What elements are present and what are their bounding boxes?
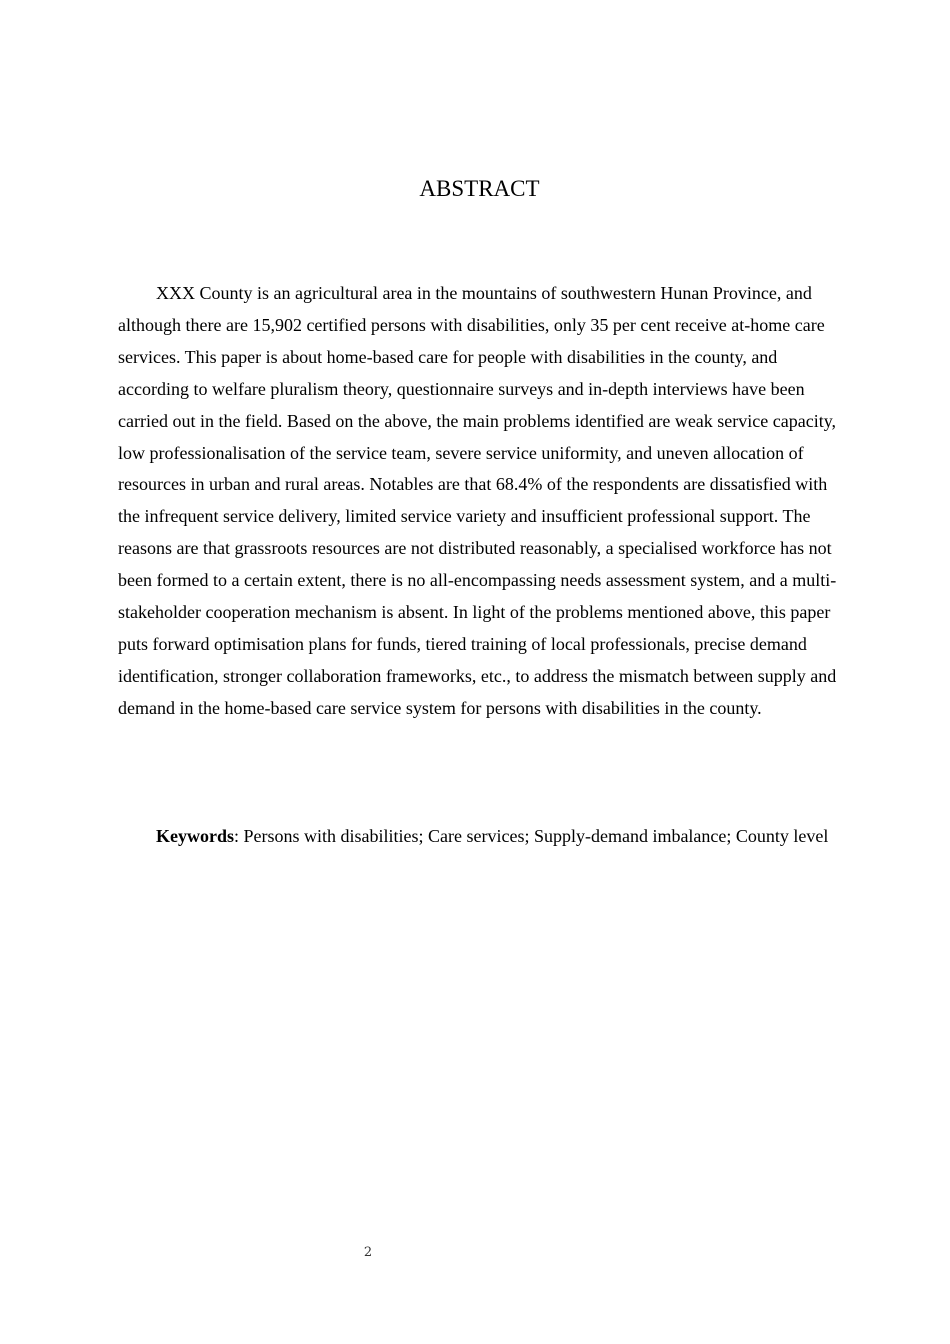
keywords-text: : Persons with disabilities; Care services; Supply-demand imbalance; County level bbox=[234, 826, 829, 846]
page-number: 2 bbox=[363, 1245, 373, 1260]
keywords-paragraph bbox=[118, 821, 842, 853]
abstract-body: XXX County is an agricultural area in the mountains of southwestern Hunan Province, and although there are 15,902 certified persons with disabilities, only 35 per cent receive at-home care services. This paper is about home-based care for people with disabilities in the county, and according to welfare pluralism theory, questionnaire surveys and in-depth interviews have been carried out in the field. Based on the above, the main problems identified are weak service capacity, low professionalisation of the service team, severe service uniformity, and uneven allocation of resources in urban and rural areas. Notables are that 68.4% of the respondents are dissatisfied with the infrequent service delivery, limited service variety and insufficient professional support. The reasons are that grassroots resources are not distributed reasonably, a specialised workforce has not been formed to a certain extent, there is no all-encompassing needs assessment system, and a multi-stakeholder cooperation mechanism is absent. In light of the problems mentioned above, this paper puts forward optimisation plans for funds, tiered training of local professionals, precise demand identification, stronger collaboration frameworks, etc., to address the mismatch between supply and demand in the home-based care service system for persons with disabilities in the county. bbox=[118, 283, 837, 718]
keywords-label: Keywords bbox=[156, 826, 234, 846]
abstract-title: ABSTRACT bbox=[419, 176, 540, 201]
